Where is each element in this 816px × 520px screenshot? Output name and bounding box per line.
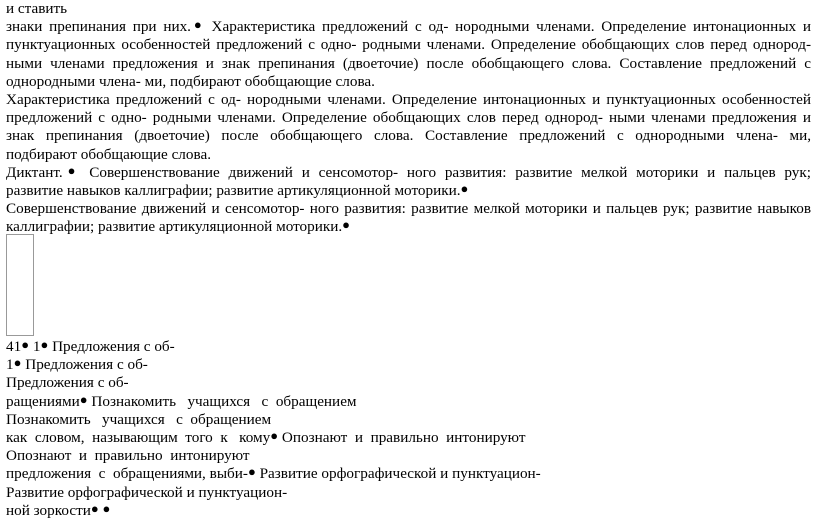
text-line: Характеристика предложений с од- нородными членами. Определение интонационных и пунктуационных особенностей xyxy=(6,90,811,108)
text-line: Совершенствование движений и сенсомотор- ного развития: развитие мелкой моторики и пальцев рук; развитие навыков xyxy=(6,200,811,218)
text-line: как словом, называющим того к кому● Опознают и правильно интонируют xyxy=(6,427,526,446)
bullet-icon: ● xyxy=(62,162,81,178)
text-line: знаки препинания при них.● Характеристика предложений с од- нородными членами. Определение интонационных и xyxy=(6,17,811,36)
bullet-icon: ● xyxy=(342,217,351,233)
text-line: 41● 1● Предложения с об- xyxy=(6,337,175,355)
bullet-icon: ● xyxy=(247,464,256,480)
text-line: ращениями● Познакомить учащихся с обращением xyxy=(6,391,357,410)
text-line: развитие навыков каллиграфии; развитие артикуляционной моторики.● xyxy=(6,180,469,199)
text-line: предложения с обращениями, выби-● Развитие орфографической и пунктуацион- xyxy=(6,464,541,483)
bullet-icon: ● xyxy=(21,337,30,352)
text-line: Развитие орфографической и пунктуацион- xyxy=(6,483,288,501)
text-line: предложений с одно- родными членами. Определение обобщающих слов перед однород- ными членами предложения и xyxy=(6,109,811,127)
bullet-icon: ● xyxy=(190,17,205,33)
text-line: каллиграфии; развитие артикуляционной моторики.● xyxy=(6,217,351,236)
text-line: и ставить xyxy=(6,0,68,17)
text-line: ной зоркости● ● xyxy=(6,500,111,519)
text-line: Познакомить учащихся с обращением xyxy=(6,410,272,428)
document-lower xyxy=(6,338,811,520)
text-line: Опознают и правильно интонируют xyxy=(6,447,250,465)
bullet-icon: ● xyxy=(102,500,111,516)
text-line: Предложения с об- xyxy=(6,374,129,392)
bullet-icon: ● xyxy=(40,337,49,352)
text-line: знак препинания (двоеточие) после обобщающего слова. Составление предложений с однородными члена- ми, xyxy=(6,127,811,145)
empty-image-frame xyxy=(6,234,34,336)
bullet-icon: ● xyxy=(79,391,88,407)
text-line: ными членами предложения и знак препинания (двоеточие) после обобщающего слова. Составление предложений с xyxy=(6,54,811,72)
text-line: пунктуационных особенностей предложений с одно- родными членами. Определение обобщающих слов перед однород- xyxy=(6,36,811,54)
text-line: Диктант.● Совершенствование движений и сенсомотор- ного развития: развитие мелкой моторики и пальцев рук; xyxy=(6,162,811,181)
bullet-icon: ● xyxy=(270,427,279,443)
text-line: 1● Предложения с об- xyxy=(6,355,148,374)
bullet-icon: ● xyxy=(90,500,99,516)
bullet-icon: ● xyxy=(460,180,469,196)
document-upper xyxy=(6,0,811,236)
bullet-icon: ● xyxy=(13,355,22,371)
text-line: подбирают обобщающие слова. xyxy=(6,145,211,163)
text-line: однородными члена- ми, подбирают обобщающие слова. xyxy=(6,72,375,90)
